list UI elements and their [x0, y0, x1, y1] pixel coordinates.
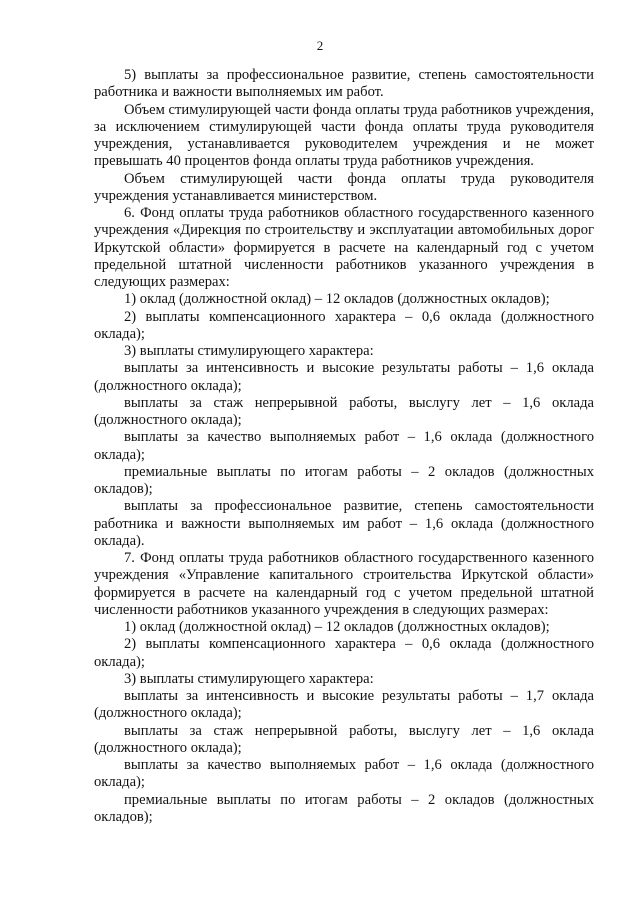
paragraph-section-6-quality: выплаты за качество выполняемых работ – 1,6 оклада (должностного оклада);	[94, 429, 594, 463]
paragraph-section-7-compensation: 2) выплаты компенсационного характера – 0,6 оклада (должностного оклада);	[94, 636, 594, 670]
paragraph-item-5-professional-development: 5) выплаты за профессиональное развитие, степень самостоятельности работника и важности выполняемых им работ.	[94, 67, 594, 101]
paragraph-section-7-intro: 7. Фонд оплаты труда работников областного государственного казенного учреждения «Управление капитального строительства Иркутской области» формируется в расчете на календарный год с учетом предельной штатной численности работников указанного учреждения в следующих размерах:	[94, 550, 594, 618]
paragraph-section-7-bonus: премиальные выплаты по итогам работы – 2 окладов (должностных окладов);	[94, 791, 594, 825]
paragraph-section-6-salary: 1) оклад (должностной оклад) – 12 окладов (должностных окладов);	[124, 291, 550, 308]
paragraph-section-6-stimulating-header: 3) выплаты стимулирующего характера:	[124, 343, 374, 359]
paragraph-section-7-quality: выплаты за качество выполняемых работ – 1,6 оклада (должностного оклада);	[94, 757, 594, 791]
paragraph-stimulating-part-director: Объем стимулирующей части фонда оплаты труда руководителя учреждения устанавливается министерством.	[94, 170, 594, 204]
paragraph-section-6-bonus: премиальные выплаты по итогам работы – 2 окладов (должностных окладов);	[94, 463, 594, 497]
paragraph-section-6-professional-development: выплаты за профессиональное развитие, степень самостоятельности работника и важности выполняемых им работ – 1,6 оклада (должностного оклада).	[94, 498, 594, 549]
paragraph-section-7-intensity: выплаты за интенсивность и высокие результаты работы – 1,7 оклада (должностного оклада);	[94, 688, 594, 722]
paragraph-section-7-seniority: выплаты за стаж непрерывной работы, выслугу лет – 1,6 оклада (должностного оклада);	[94, 722, 594, 756]
page-number: 2	[316, 38, 324, 53]
paragraph-section-6-intro: 6. Фонд оплаты труда работников областного государственного казенного учреждения «Дирекция по строительству и эксплуатации автомобильных дорог Иркутской области» формируется в расчете на календарный год с учетом предельной штатной численности работников указанного учреждения в следующих размерах:	[94, 205, 594, 290]
paragraph-section-7-salary: 1) оклад (должностной оклад) – 12 окладов (должностных окладов);	[124, 619, 550, 635]
document-body	[94, 67, 594, 826]
paragraph-section-6-compensation: 2) выплаты компенсационного характера – 0,6 оклада (должностного оклада);	[94, 308, 594, 342]
paragraph-stimulating-part-employees: Объем стимулирующей части фонда оплаты труда работников учреждения, за исключением стимулирующей части фонда оплаты труда руководителя учреждения, устанавливается руководителем учреждения и не может превышать 40 процентов фонда оплаты труда работников учреждения.	[94, 101, 594, 170]
paragraph-section-6-seniority: выплаты за стаж непрерывной работы, выслугу лет – 1,6 оклада (должностного оклада);	[94, 394, 594, 428]
paragraph-section-7-stimulating-header: 3) выплаты стимулирующего характера:	[124, 670, 374, 687]
paragraph-section-6-intensity: выплаты за интенсивность и высокие результаты работы – 1,6 оклада (должностного оклада);	[94, 360, 594, 394]
